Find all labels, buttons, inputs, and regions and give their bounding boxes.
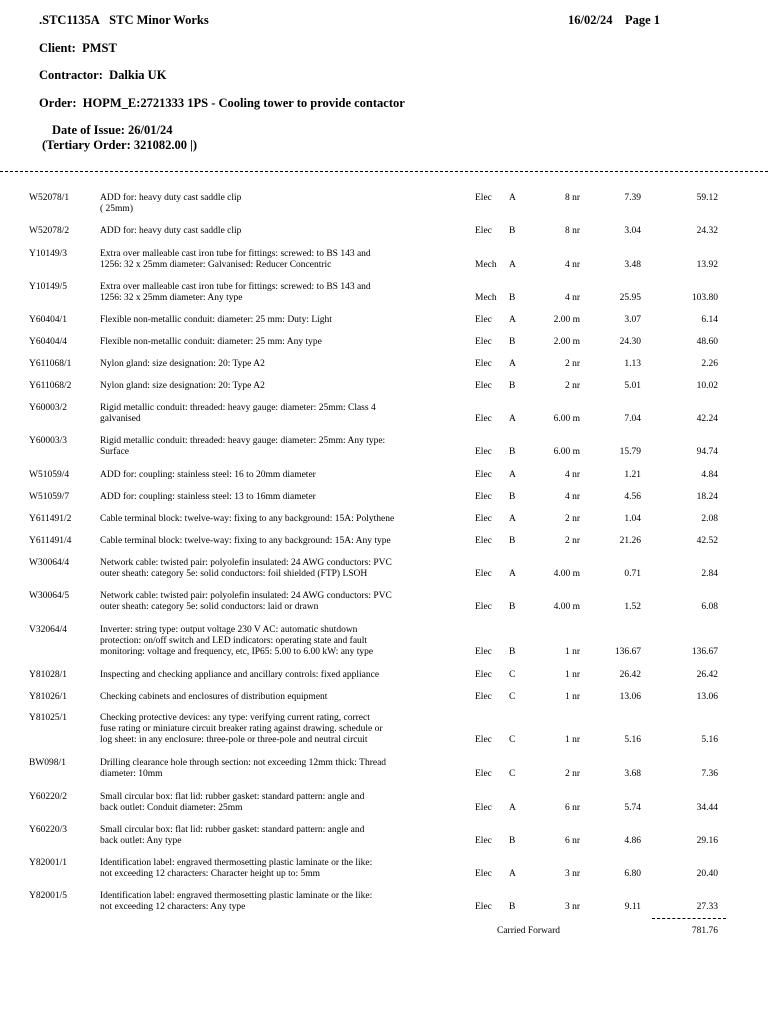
item-description — [100, 470, 472, 481]
item-trade: Elec — [475, 803, 492, 813]
order-line — [39, 96, 405, 111]
item-code: Y60220/3 — [29, 825, 67, 835]
item-description — [100, 249, 472, 271]
item-band: B — [509, 836, 516, 846]
item-code: W30064/4 — [29, 558, 70, 568]
item-amount: 2.08 — [701, 514, 718, 524]
description-line: Cable terminal block: twelve-way: fixing to any background: 15A: Polythene — [100, 514, 395, 524]
item-quantity: 1 nr — [564, 735, 580, 745]
item-code: Y81025/1 — [29, 713, 67, 723]
item-rate: 3.07 — [624, 315, 641, 325]
item-band: A — [509, 803, 516, 813]
item-amount: 13.92 — [696, 260, 718, 270]
carried-forward-value: 781.76 — [691, 926, 718, 936]
description-line: Identification label: engraved thermosetting plastic laminate or the like: — [100, 891, 373, 901]
description-line: Flexible non-metallic conduit: diameter: 25 mm: Duty: Light — [100, 315, 332, 325]
item-quantity: 1 nr — [564, 692, 580, 702]
item-amount: 5.16 — [701, 735, 718, 745]
item-description — [100, 825, 472, 847]
description-line: Flexible non-metallic conduit: diameter: 25 mm: Any type — [100, 337, 322, 347]
description-line: Nylon gland: size designation: 20: Type A2 — [100, 359, 265, 369]
description-line: not exceeding 12 characters: Character height up to: 5mm — [100, 869, 321, 879]
item-description — [100, 692, 472, 703]
item-description — [100, 591, 472, 613]
item-trade: Elec — [475, 337, 492, 347]
item-band: A — [509, 569, 516, 579]
item-band: B — [509, 337, 516, 347]
item-rate: 5.74 — [624, 803, 641, 813]
description-line: Extra over malleable cast iron tube for fittings: screwed: to BS 143 and — [100, 282, 371, 292]
item-description — [100, 858, 472, 880]
description-line: outer sheath: category 5e: solid conductors: laid or drawn — [100, 602, 319, 612]
item-code: Y60404/1 — [29, 315, 67, 325]
description-line: Checking protective devices: any type: verifying current rating, correct — [100, 713, 370, 723]
item-code: BW098/1 — [29, 758, 66, 768]
item-quantity: 4.00 m — [553, 569, 580, 579]
item-band: C — [509, 769, 516, 779]
item-quantity: 4 nr — [564, 492, 580, 502]
print-date: 16/02/24 — [568, 13, 613, 27]
item-rate: 25.95 — [619, 293, 641, 303]
item-band: B — [509, 647, 516, 657]
description-line: Small circular box: flat lid: rubber gasket: standard pattern: angle and — [100, 792, 365, 802]
item-quantity: 2 nr — [564, 514, 580, 524]
description-line: Identification label: engraved thermosetting plastic laminate or the like: — [100, 858, 373, 868]
header-separator — [0, 171, 768, 172]
total-rule — [652, 918, 726, 919]
item-amount: 94.74 — [696, 447, 718, 457]
item-code: Y60003/2 — [29, 403, 67, 413]
item-amount: 2.84 — [701, 569, 718, 579]
description-line: ADD for: coupling: stainless steel: 13 to 16mm diameter — [100, 492, 316, 502]
description-line: ADD for: heavy duty cast saddle clip — [100, 193, 242, 203]
item-rate: 26.42 — [619, 670, 641, 680]
item-trade: Elec — [475, 536, 492, 546]
item-band: A — [509, 193, 516, 203]
item-rate: 4.86 — [624, 836, 641, 846]
item-description — [100, 758, 472, 780]
item-code: W51059/7 — [29, 492, 70, 502]
item-quantity: 6 nr — [564, 836, 580, 846]
item-trade: Elec — [475, 836, 492, 846]
item-band: C — [509, 692, 516, 702]
item-description — [100, 891, 472, 913]
item-trade: Elec — [475, 315, 492, 325]
item-description — [100, 315, 472, 326]
item-code: Y60404/4 — [29, 337, 67, 347]
item-amount: 26.42 — [696, 670, 718, 680]
item-trade: Elec — [475, 902, 492, 912]
contractor-value: Dalkia UK — [109, 68, 167, 82]
item-description — [100, 436, 472, 458]
description-line: not exceeding 12 characters: Any type — [100, 902, 246, 912]
item-code: Y82001/5 — [29, 891, 67, 901]
item-band: A — [509, 315, 516, 325]
item-rate: 21.26 — [619, 536, 641, 546]
item-trade: Elec — [475, 769, 492, 779]
item-code: Y60220/2 — [29, 792, 67, 802]
description-line: Extra over malleable cast iron tube for fittings: screwed: to BS 143 and — [100, 249, 371, 259]
item-band: A — [509, 359, 516, 369]
item-code: W30064/5 — [29, 591, 70, 601]
item-trade: Elec — [475, 381, 492, 391]
item-amount: 42.52 — [696, 536, 718, 546]
item-quantity: 4 nr — [564, 260, 580, 270]
item-code: Y10149/3 — [29, 249, 67, 259]
item-band: B — [509, 902, 516, 912]
item-description — [100, 558, 472, 580]
description-line: Rigid metallic conduit: threaded: heavy gauge: diameter: 25mm: Any type: — [100, 436, 386, 446]
description-line: galvanised — [100, 414, 141, 424]
item-rate: 5.16 — [624, 735, 641, 745]
carried-forward-label: Carried Forward — [497, 926, 561, 936]
item-rate: 6.80 — [624, 869, 641, 879]
description-line: Checking cabinets and enclosures of distribution equipment — [100, 692, 328, 702]
item-trade: Elec — [475, 602, 492, 612]
tertiary-order: (Tertiary Order: 321082.00 |) — [42, 138, 198, 152]
client-line — [39, 41, 117, 56]
contractor-line — [39, 68, 166, 83]
item-rate: 13.06 — [619, 692, 641, 702]
description-line: Cable terminal block: twelve-way: fixing to any background: 15A: Any type — [100, 536, 391, 546]
item-rate: 7.04 — [624, 414, 641, 424]
description-line: ( 25mm) — [100, 204, 133, 214]
client-label: Client: — [39, 41, 76, 55]
description-line: monitoring: voltage and frequency, etc, IP65: 5.00 to 6.00 kW: any type — [100, 647, 374, 657]
item-amount: 4.84 — [701, 470, 718, 480]
item-rate: 1.52 — [624, 602, 641, 612]
item-amount: 7.36 — [701, 769, 718, 779]
item-band: B — [509, 492, 516, 502]
item-trade: Elec — [475, 470, 492, 480]
item-code: Y82001/1 — [29, 858, 67, 868]
item-quantity: 6.00 m — [553, 414, 580, 424]
item-trade: Elec — [475, 447, 492, 457]
item-code: Y60003/3 — [29, 436, 67, 446]
description-line: outer sheath: category 5e: solid conductors: foil shielded (FTP) LSOH — [100, 569, 368, 579]
description-line: diameter: 10mm — [100, 769, 163, 779]
item-band: C — [509, 670, 516, 680]
description-line: Nylon gland: size designation: 20: Type A2 — [100, 381, 265, 391]
item-amount: 18.24 — [696, 492, 718, 502]
item-trade: Elec — [475, 193, 492, 203]
item-band: A — [509, 260, 516, 270]
item-amount: 6.14 — [701, 315, 718, 325]
item-rate: 1.04 — [624, 514, 641, 524]
item-trade: Elec — [475, 514, 492, 524]
item-rate: 7.39 — [624, 193, 641, 203]
description-line: protection: on/off switch and LED indicators: operating state and fault — [100, 636, 368, 646]
description-line: Surface — [100, 447, 130, 457]
description-line: Inspecting and checking appliance and ancillary controls: fixed appliance — [100, 670, 380, 680]
description-line: Network cable: twisted pair: polyolefin insulated: 24 AWG conductors: PVC — [100, 558, 392, 568]
item-rate: 3.68 — [624, 769, 641, 779]
item-code: Y81026/1 — [29, 692, 67, 702]
item-amount: 136.67 — [691, 647, 718, 657]
item-description — [100, 536, 472, 547]
description-line: 1256: 32 x 25mm diameter: Galvanised: Reducer Concentric — [100, 260, 332, 270]
item-description — [100, 792, 472, 814]
issue-date: Date of Issue: 26/01/24 — [52, 123, 173, 137]
item-quantity: 1 nr — [564, 647, 580, 657]
item-rate: 9.11 — [624, 902, 641, 912]
item-rate: 3.04 — [624, 226, 641, 236]
description-line: Network cable: twisted pair: polyolefin insulated: 24 AWG conductors: PVC — [100, 591, 392, 601]
description-line: Drilling clearance hole through section: not exceeding 12mm thick: Thread — [100, 758, 387, 768]
item-trade: Elec — [475, 647, 492, 657]
description-line: fuse rating or miniature circuit breaker rating against drawing. schedule or — [100, 724, 383, 734]
description-line: ADD for: coupling: stainless steel: 16 to 20mm diameter — [100, 470, 316, 480]
description-line: 1256: 32 x 25mm diameter: Any type — [100, 293, 243, 303]
item-amount: 34.44 — [696, 803, 718, 813]
item-rate: 15.79 — [619, 447, 641, 457]
item-quantity: 4.00 m — [553, 602, 580, 612]
client-value: PMST — [82, 41, 117, 55]
item-amount: 59.12 — [696, 193, 718, 203]
item-rate: 136.67 — [614, 647, 641, 657]
item-rate: 3.48 — [624, 260, 641, 270]
item-code: V32064/4 — [29, 625, 67, 635]
item-amount: 6.08 — [701, 602, 718, 612]
description-line: Inverter: string type: output voltage 230 V AC: automatic shutdown — [100, 625, 358, 635]
description-line: Small circular box: flat lid: rubber gasket: standard pattern: angle and — [100, 825, 365, 835]
item-amount: 2.26 — [701, 359, 718, 369]
item-description — [100, 670, 472, 681]
description-line: back outlet: Any type — [100, 836, 182, 846]
item-band: B — [509, 226, 516, 236]
page-number: Page 1 — [624, 13, 661, 27]
item-description — [100, 625, 472, 658]
item-code: Y611491/2 — [29, 514, 72, 524]
item-band: C — [509, 735, 516, 745]
contractor-label: Contractor: — [39, 68, 103, 82]
item-rate: 1.21 — [624, 470, 641, 480]
item-amount: 10.02 — [696, 381, 718, 391]
item-trade: Elec — [475, 492, 492, 502]
item-amount: 42.24 — [696, 414, 718, 424]
item-band: A — [509, 470, 516, 480]
document-ref — [39, 13, 209, 28]
item-trade: Elec — [475, 869, 492, 879]
item-code: Y10149/5 — [29, 282, 67, 292]
document-title: STC Minor Works — [109, 13, 209, 27]
item-description — [100, 381, 472, 392]
order-label: Order: — [39, 96, 77, 110]
item-quantity: 8 nr — [564, 226, 580, 236]
item-band: A — [509, 869, 516, 879]
item-amount: 24.32 — [696, 226, 718, 236]
item-code: W51059/4 — [29, 470, 70, 480]
item-code: W52078/2 — [29, 226, 70, 236]
item-description — [100, 403, 472, 425]
item-quantity: 2.00 m — [553, 337, 580, 347]
item-quantity: 3 nr — [564, 869, 580, 879]
item-rate: 4.56 — [624, 492, 641, 502]
item-trade: Elec — [475, 692, 492, 702]
description-line: back outlet: Conduit diameter: 25mm — [100, 803, 243, 813]
item-description — [100, 193, 472, 215]
item-quantity: 2 nr — [564, 536, 580, 546]
item-description — [100, 514, 472, 525]
item-trade: Elec — [475, 359, 492, 369]
item-band: A — [509, 514, 516, 524]
item-rate: 1.13 — [624, 359, 641, 369]
item-amount: 48.60 — [696, 337, 718, 347]
item-trade: Mech — [475, 260, 497, 270]
item-band: B — [509, 602, 516, 612]
item-rate: 5.01 — [624, 381, 641, 391]
item-band: B — [509, 381, 516, 391]
item-band: B — [509, 447, 516, 457]
item-quantity: 2 nr — [564, 769, 580, 779]
item-code: Y81028/1 — [29, 670, 67, 680]
item-trade: Elec — [475, 735, 492, 745]
item-trade: Elec — [475, 414, 492, 424]
item-quantity: 2 nr — [564, 359, 580, 369]
item-code: W52078/1 — [29, 193, 70, 203]
item-amount: 20.40 — [696, 869, 718, 879]
item-amount: 103.80 — [691, 293, 718, 303]
item-trade: Elec — [475, 226, 492, 236]
item-description — [100, 282, 472, 304]
item-quantity: 3 nr — [564, 902, 580, 912]
item-band: B — [509, 293, 516, 303]
item-description — [100, 337, 472, 348]
item-quantity: 2.00 m — [553, 315, 580, 325]
item-quantity: 2 nr — [564, 381, 580, 391]
item-quantity: 6 nr — [564, 803, 580, 813]
item-description — [100, 713, 472, 746]
item-band: A — [509, 414, 516, 424]
item-trade: Elec — [475, 670, 492, 680]
item-trade: Mech — [475, 293, 497, 303]
item-description — [100, 226, 472, 237]
item-code: Y611068/1 — [29, 359, 72, 369]
item-code: Y611068/2 — [29, 381, 72, 391]
item-quantity: 4 nr — [564, 470, 580, 480]
item-rate: 0.71 — [624, 569, 641, 579]
description-line: ADD for: heavy duty cast saddle clip — [100, 226, 242, 236]
date-page — [568, 13, 660, 28]
item-description — [100, 359, 472, 370]
item-quantity: 1 nr — [564, 670, 580, 680]
item-quantity: 6.00 m — [553, 447, 580, 457]
item-quantity: 4 nr — [564, 293, 580, 303]
order-value: HOPM_E:2721333 1PS - Cooling tower to provide contactor — [82, 96, 405, 110]
item-amount: 27.33 — [696, 902, 718, 912]
ref-code: .STC1135A — [39, 13, 100, 27]
item-rate: 24.30 — [619, 337, 641, 347]
item-amount: 29.16 — [696, 836, 718, 846]
item-description — [100, 492, 472, 503]
item-quantity: 8 nr — [564, 193, 580, 203]
item-amount: 13.06 — [696, 692, 718, 702]
item-band: B — [509, 536, 516, 546]
description-line: log sheet: in any enclosure: three-pole or three-pole and neutral circuit — [100, 735, 368, 745]
item-code: Y611491/4 — [29, 536, 72, 546]
item-trade: Elec — [475, 569, 492, 579]
description-line: Rigid metallic conduit: threaded: heavy gauge: diameter: 25mm: Class 4 — [100, 403, 376, 413]
